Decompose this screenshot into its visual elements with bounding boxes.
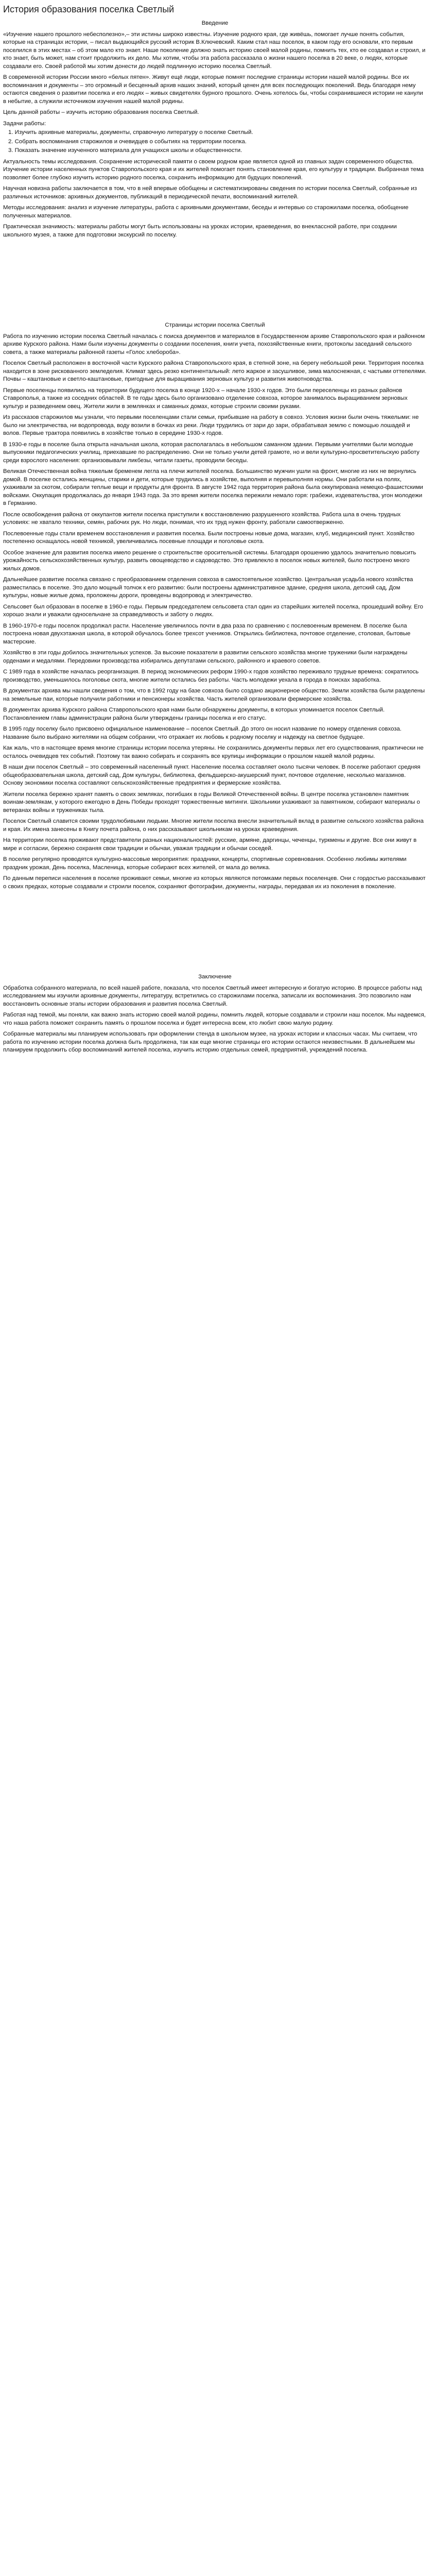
intro-paragraph: «Изучение нашего прошлого небесполезно»,– эти истины широко известны. Изучение родного края, где живёшь, помогает лучше понять события, которые на страницах истории, – писал выдающийся русский историк В.Ключевский. Каким стал наш поселок, в каком году его основали, кто первым поселился в этих местах – об этом мало кто знает. Наше поколение должно знать историю своей малой родины, помнить тех, кто ее создавал и строил, и кто знает, быть может, нам стоит продолжить их дело. Мы хотим, чтобы эта работа рассказала о жизни нашего поселка в 20 веке, о людях, которые создавали его. Своей работой мы хотим донести до людей подлинную историю поселка Светлый.: [3, 31, 426, 70]
main-paragraph: С 1989 года в хозяйстве началась реорганизация. В период экономических реформ 1990-х годов хозяйство переживало трудные времена: сократилось производство, уменьшилось поголовье скота, многие жители остались без работы. Часть молодежи уехала в города в поисках заработка.: [3, 669, 419, 683]
main-paragraph: Хозяйство в эти годы добилось значительных успехов. За высокие показатели в развитии сельского хозяйства многие труженики были награждены орденами и медалями. Передовики производства избирались депутатами сельского, районного и краевого советов.: [3, 650, 408, 664]
page-title: История образования поселка Светлый: [3, 4, 175, 14]
intro-paragraphs: [3, 31, 427, 117]
intro-paragraph: Научная новизна работы заключается в том, что в ней впервые обобщены и систематизированы сведения по истории поселка Светлый, собранные из различных источников: архивных документов, публикаций в периодической печати, воспоминаний жителей.: [3, 185, 417, 200]
main-paragraph: В 1930-е годы в поселке была открыта начальная школа, которая располагалась в небольшом саманном здании. Первыми учителями были молодые выпускники педагогических училищ, приехавшие по распределению. Они не только учили детей грамоте, но и вели культурно-просветительскую работу среди взрослого населения: организовывали ликбезы, читали газеты, проводили беседы.: [3, 441, 420, 464]
main-paragraph: Послевоенные годы стали временем восстановления и развития поселка. Были построены новые дома, магазин, клуб, медицинский пункт. Хозяйство постепенно оснащалось новой техникой, увеличивались посевные площади и поголовье скота.: [3, 530, 415, 545]
main-paragraph: В документах архива Курского района Ставропольского края нами были обнаружены документы, в которых упоминается поселок Светлый. Постановлением главы администрации района были утверждены границы поселка и его статус.: [3, 707, 385, 721]
main-paragraph: По данным переписи населения в поселке проживают семьи, многие из которых являются потомками первых поселенцев. Они с гордостью рассказывают о своих предках, которые создавали и строили поселок, сохраняют фотографии, документы, награды, передавая их из поколения в поколение.: [3, 875, 426, 890]
conclusion-section: [3, 973, 427, 1055]
main-paragraph: Первые поселенцы появились на территории будущего поселка в конце 1920-х – начале 1930-х годов. Это были переселенцы из разных районов Ставрополья, а также из соседних областей. В те годы здесь было организовано отделение совхоза, которое занималось выращиванием зерновых культур и разведением овец. Жители жили в землянках и саманных домах, которые строили своими руками.: [3, 387, 408, 410]
tasks-heading: Задачи работы:: [3, 120, 46, 127]
main-paragraphs: [3, 333, 427, 891]
intro-section: [3, 20, 427, 239]
main-paragraph: Из рассказов старожилов мы узнали, что первыми поселенцами стали семьи, прибывшие на работу в совхоз. Условия жизни были очень тяжелыми: не было ни электричества, ни водопровода, воду возили в бочках из реки. Люди трудились от зари до зари, обрабатывая землю с помощью лошадей и волов. Первые трактора появились в хозяйстве только в середине 1930-х годов.: [3, 414, 419, 437]
intro-heading: Введение: [201, 20, 229, 27]
main-paragraph: Работа по изучению истории поселка Светлый началась с поиска документов и материалов в Государственном архиве Ставропольского края и районном архиве Курского района. Нами были изучены документы о создании поселения, книги учета, похозяйственные книги, протоколы заседаний сельского совета, а также материалы районной газеты «Голос хлебороба».: [3, 333, 425, 355]
main-paragraph: Особое значение для развития поселка имело решение о строительстве оросительной системы. Благодаря орошению удалось значительно повысить урожайность сельскохозяйственных культур, развить овощеводство и садоводство. Это привлекло в поселок новых жителей, было построено много жилых домов.: [3, 549, 416, 572]
conclusion-heading: Заключение: [198, 974, 232, 980]
task-item: 3. Показать значение изученного материала для учащихся школы и общественности.: [8, 147, 242, 154]
task-item: 2. Собрать воспоминания старожилов и очевидцев о событиях на территории поселка.: [8, 138, 247, 145]
intro-paragraph: Методы исследования: анализ и изучение литературы, работа с архивными документами, беседы и интервью со старожилами поселка, обобщение полученных материалов.: [3, 205, 409, 219]
intro-paragraph: Актуальность темы исследования. Сохранение исторической памяти о своем родном крае является одной из главных задач современного общества. Изучение истории населенных пунктов Ставропольского края и их жителей помогает понять становление края, его культуру и традиции. Выбранная тема позволяет более глубоко изучить историю родного поселка, сохранить информацию для будущих поколений.: [3, 158, 424, 181]
main-paragraph: В 1960-1970-е годы поселок продолжал расти. Население увеличилось почти в два раза по сравнению с послевоенным временем. В поселке была построена новая двухэтажная школа, в которой обучалось более трехсот учеников. Открылись библиотека, почтовое отделение, столовая, бытовые мастерские.: [3, 622, 411, 645]
conclusion-paragraph: Работая над темой, мы поняли, как важно знать историю своей малой родины, помнить людей, которые создавали и строили наш поселок. Мы надеемся, что наша работа поможет сохранить память о прошлом поселка и будет интересна всем, кто любит свою малую родину.: [3, 1012, 426, 1026]
main-paragraph: В документах архива мы нашли сведения о том, что в 1992 году на базе совхоза было создано акционерное общество. Земли хозяйства были разделены на земельные паи, которые получили работники и пенсионеры хозяйства. Часть жителей организовали фермерские хозяйства.: [3, 688, 425, 702]
main-paragraph: Жители поселка бережно хранят память о своих земляках, погибших в годы Великой Отечественной войны. В центре поселка установлен памятник воинам-землякам, у которого ежегодно в День Победы проходят торжественные митинги. Школьники ухаживают за памятником, собирают материалы о ветеранах войны и тружениках тыла.: [3, 791, 420, 814]
main-section: [3, 321, 427, 891]
conclusion-paragraphs: [3, 985, 427, 1055]
intro-paragraph: В современной истории России много «белых пятен». Живут ещё люди, которые помнят последние страницы истории нашей малой родины. Все их воспоминания и документы – это огромный и бесценный архив наших знаний, который ценен для всех последующих поколений. Ведь благодаря нему остаются сведения о развитии поселка и его людях – живых свидетелях бурного прошлого. Очень хотелось бы, чтобы сохранившиеся истории не канули в небытие, а служили источником изучения нашей малой родины.: [3, 74, 423, 105]
intro-paragraph: Цель данной работы – изучить историю образования поселка Светлый.: [3, 109, 199, 116]
main-paragraph: Великая Отечественная война тяжелым бременем легла на плечи жителей поселка. Большинство мужчин ушли на фронт, многие из них не вернулись домой. В поселке остались женщины, старики и дети, которые трудились в хозяйстве, выполняя и перевыполняя нормы. Они работали на полях, ухаживали за скотом, собирали теплые вещи и продукты для фронта. В августе 1942 года территория района была оккупирована немецко-фашистскими войсками. Оккупация продолжалась до января 1943 года. За это время жители поселка пережили немало горя: грабежи, издевательства, угон молодежи в Германию.: [3, 468, 423, 507]
intro-paragraph: Практическая значимость: материалы работы могут быть использованы на уроках истории, краеведения, во внеклассной работе, при создании школьного музея, а также для подготовки экскурсий по поселку.: [3, 224, 397, 238]
main-paragraph: В 1995 году поселку было присвоено официальное наименование – поселок Светлый. До этого он носил название по номеру отделения совхоза. Название было выбрано жителями на общем собрании, что отражает их любовь к родному поселку и надежду на светлое будущее.: [3, 726, 402, 740]
main-paragraph: Поселок Светлый расположен в восточной части Курского района Ставропольского края, в степной зоне, на берегу небольшой реки. Территория поселка находится в зоне рискованного земледелия. Климат здесь резко континентальный: лето жаркое и засушливое, зима малоснежная, с частыми оттепелями. Почвы – каштановые и светло-каштановые, пригодные для выращивания зерновых культур и развития животноводства.: [3, 360, 427, 383]
main-paragraph: Поселок Светлый славится своими трудолюбивыми людьми. Многие жители поселка внесли значительный вклад в развитие сельского хозяйства района и края. Их имена занесены в Книгу почета района, о них рассказывают школьникам на уроках краеведения.: [3, 818, 424, 833]
main-paragraph: В поселке регулярно проводятся культурно-массовые мероприятия: праздники, концерты, спортивные соревнования. Особенно любимы жителями праздник урожая, День поселка, Масленица, которые собирают всех жителей, от мала до велика.: [3, 856, 407, 871]
main-paragraph: На территории поселка проживают представители разных национальностей: русские, армяне, даргинцы, чеченцы, туркмены и другие. Все они живут в мире и согласии, бережно сохраняя свои традиции и обычаи, уважая традиции и обычаи соседей.: [3, 837, 417, 852]
main-heading: Страницы истории поселка Светлый: [165, 322, 265, 329]
task-item: 1. Изучить архивные материалы, документы, справочную литературу о поселке Светлый.: [8, 129, 253, 136]
main-paragraph: Как жаль, что в настоящее время многие страницы истории поселка утеряны. Не сохранились документы первых лет его существования, практически не осталось очевидцев тех событий. Поэтому так важно собирать и сохранять все крупицы информации о прошлом нашей малой родины.: [3, 745, 424, 759]
intro-paragraphs-after: [3, 158, 427, 240]
main-paragraph: Сельсовет был образован в поселке в 1960-е годы. Первым председателем сельсовета стал один из старейших жителей поселка, прошедший войну. Его хорошо знали и уважали односельчане за справедливость и заботу о людях.: [3, 603, 423, 618]
conclusion-paragraph: Собранные материалы мы планируем использовать при оформлении стенда в школьном музее, на уроках истории и классных часах. Мы считаем, что работа по изучению истории поселка должна быть продолжена, так как еще многие страницы его истории остаются неизвестными. В дальнейшем мы планируем продолжить сбор воспоминаний жителей поселка, изучить историю отдельных семей, предприятий, учреждений поселка.: [3, 1031, 417, 1054]
conclusion-paragraph: Обработка собранного материала, по всей нашей работе, показала, что поселок Светлый имеет интересную и богатую историю. В процессе работы над исследованием мы изучили архивные документы, литературу, встретились со старожилами поселка, записали их воспоминания. Это позволило нам восстановить основные этапы истории образования и развития поселка Светлый.: [3, 985, 422, 1007]
main-paragraph: Дальнейшее развитие поселка связано с преобразованием отделения совхоза в самостоятельное хозяйство. Центральная усадьба нового хозяйства разместилась в поселке. Это дало мощный толчок к его развитию: были построены административное здание, средняя школа, детский сад, Дом культуры, новые жилые дома, проложены дороги, проведены водопровод и электричество.: [3, 577, 413, 599]
main-paragraph: После освобождения района от оккупантов жители поселка приступили к восстановлению разрушенного хозяйства. Работа шла в очень трудных условиях: не хватало техники, семян, рабочих рук. Но люди, понимая, что их труд нужен фронту, работали самоотверженно.: [3, 511, 401, 526]
main-paragraph: В наши дни поселок Светлый – это современный населенный пункт. Население поселка составляет около тысячи человек. В поселке работают средняя общеобразовательная школа, детский сад, Дом культуры, библиотека, фельдшерско-акушерский пункт, почтовое отделение, несколько магазинов. Основу экономики поселка составляют сельскохозяйственные предприятия и фермерские хозяйства.: [3, 764, 421, 787]
tasks-list: [3, 129, 427, 155]
section-spacer: [3, 242, 427, 319]
document: [0, 0, 430, 1064]
section-spacer: [3, 894, 427, 971]
